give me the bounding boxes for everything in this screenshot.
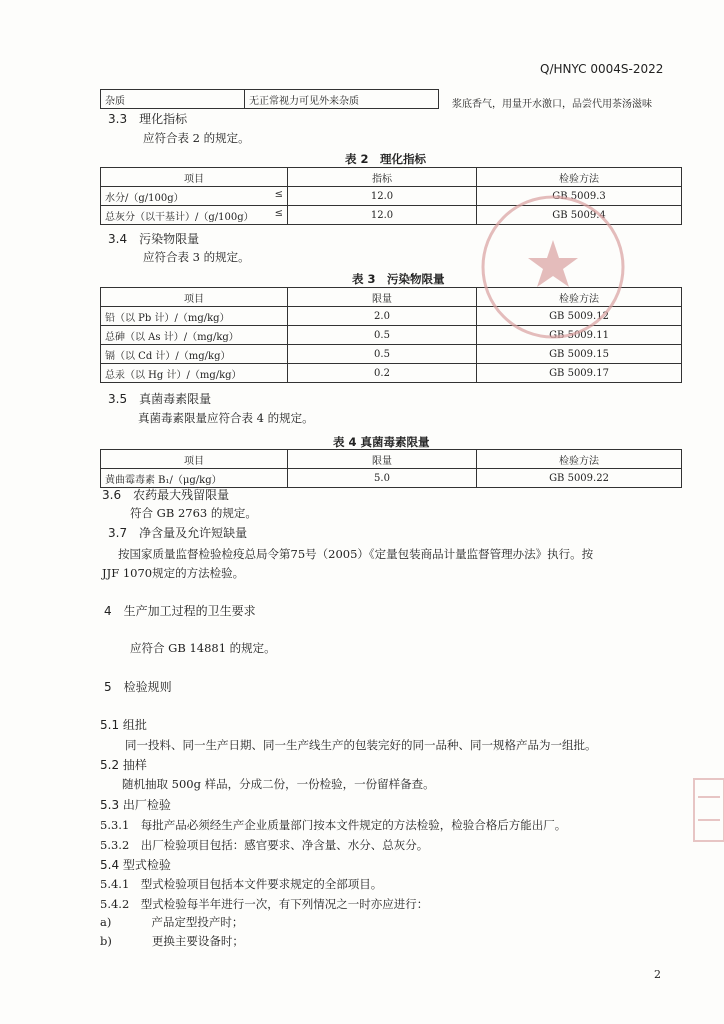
- document-code: Q/HNYC 0004S-2022: [540, 62, 664, 76]
- table-cell: GB 5009.17: [477, 364, 682, 383]
- seam-seal-icon: [690, 775, 724, 845]
- section-heading: 5.2 抽样: [100, 758, 147, 772]
- column-header: 项目: [101, 168, 288, 187]
- table-cell: 黄曲霉毒素 B₁/（μg/kg）: [101, 469, 288, 488]
- column-header: 检验方法: [477, 288, 682, 307]
- paragraph: 按国家质量监督检验检疫总局令第75号（2005）《定量包装商品计量监督管理办法》执行。按: [118, 547, 594, 561]
- table-caption: 表 4 真菌毒素限量: [333, 435, 430, 449]
- table-cell: 2.0: [288, 307, 477, 326]
- paragraph: 应符合 GB 14881 的规定。: [130, 641, 276, 655]
- table-caption: 表 3 污染物限量: [352, 272, 445, 286]
- paragraph: 随机抽取 500g 样品，分成二份，一份检验，一份留样备查。: [122, 777, 435, 791]
- paragraph: JJF 1070规定的方法检验。: [102, 566, 245, 580]
- table-cell: 0.5: [288, 345, 477, 364]
- section-heading: 5.1 组批: [100, 718, 147, 732]
- table-row: [101, 90, 439, 109]
- table-cell: 12.0: [288, 187, 477, 206]
- table-cell: GB 5009.4: [477, 206, 682, 225]
- paragraph: 应符合表 3 的规定。: [143, 250, 250, 264]
- table-row: [101, 469, 682, 488]
- list-item: 5.3.2 出厂检验项目包括：感官要求、净含量、水分、总灰分。: [100, 838, 429, 852]
- section-heading: 4 生产加工过程的卫生要求: [104, 604, 256, 618]
- section-heading: 5.3 出厂检验: [100, 798, 171, 812]
- column-header: 限量: [288, 450, 477, 469]
- section-heading: 3.5 真菌毒素限量: [108, 392, 212, 406]
- list-item: 5.4.1 型式检验项目包括本文件要求规定的全部项目。: [100, 877, 383, 891]
- sensory-table-fragment: [100, 89, 439, 109]
- table-cell: 浆底香气，用量开水激口，品尝代用茶汤滋味: [452, 99, 652, 110]
- table-cell: 总汞（以 Hg 计）/（mg/kg）: [101, 364, 288, 383]
- page-number: 2: [654, 968, 661, 981]
- section-heading: 3.3 理化指标: [108, 112, 188, 126]
- list-item: 5.3.1 每批产品必须经生产企业质量部门按本文件规定的方法检验，检验合格后方能出厂。: [100, 818, 567, 832]
- table-4: [100, 449, 682, 488]
- company-seal-icon: [478, 192, 628, 342]
- table-cell: 杂质: [101, 90, 245, 109]
- paragraph: 真菌毒素限量应符合表 4 的规定。: [138, 411, 314, 425]
- column-header: 项目: [101, 450, 288, 469]
- table-cell: 总灰分（以干基计）/（g/100g） ≤: [101, 206, 288, 225]
- table-row: [101, 364, 682, 383]
- table-cell: 水分/（g/100g） ≤: [101, 187, 288, 206]
- table-cell: 总砷（以 As 计）/（mg/kg）: [101, 326, 288, 345]
- column-header: 检验方法: [477, 450, 682, 469]
- table-cell: 铅（以 Pb 计）/（mg/kg）: [101, 307, 288, 326]
- table-cell: GB 5009.12: [477, 307, 682, 326]
- table-cell: 镉（以 Cd 计）/（mg/kg）: [101, 345, 288, 364]
- table-cell: GB 5009.3: [477, 187, 682, 206]
- table-cell: 12.0: [288, 206, 477, 225]
- table-cell: 5.0: [288, 469, 477, 488]
- table-row: [101, 345, 682, 364]
- table-header-row: [101, 450, 682, 469]
- paragraph: 应符合表 2 的规定。: [143, 131, 250, 145]
- column-header: 检验方法: [477, 168, 682, 187]
- section-heading: 3.6 农药最大残留限量: [102, 488, 230, 502]
- table-cell: 无正常视力可见外来杂质: [245, 90, 439, 109]
- list-item: b) 更换主要设备时；: [100, 934, 244, 948]
- section-heading: 5 检验规则: [104, 680, 172, 694]
- table-cell: GB 5009.11: [477, 326, 682, 345]
- section-heading: 3.7 净含量及允许短缺量: [108, 526, 248, 540]
- table-cell: 0.2: [288, 364, 477, 383]
- list-item: a) 产品定型投产时；: [100, 915, 244, 929]
- table-cell: GB 5009.15: [477, 345, 682, 364]
- column-header: 指标: [288, 168, 477, 187]
- section-heading: 3.4 污染物限量: [108, 232, 200, 246]
- paragraph: 同一投料、同一生产日期、同一生产线生产的包装完好的同一品种、同一规格产品为一组批。: [125, 738, 597, 752]
- paragraph: 符合 GB 2763 的规定。: [130, 506, 257, 520]
- table-cell: 0.5: [288, 326, 477, 345]
- table-header-row: [101, 168, 682, 187]
- table-cell: GB 5009.22: [477, 469, 682, 488]
- list-item: 5.4.2 型式检验每半年进行一次，有下列情况之一时亦应进行：: [100, 897, 429, 911]
- column-header: 限量: [288, 288, 477, 307]
- section-heading: 5.4 型式检验: [100, 858, 171, 872]
- table-caption: 表 2 理化指标: [345, 152, 427, 166]
- column-header: 项目: [101, 288, 288, 307]
